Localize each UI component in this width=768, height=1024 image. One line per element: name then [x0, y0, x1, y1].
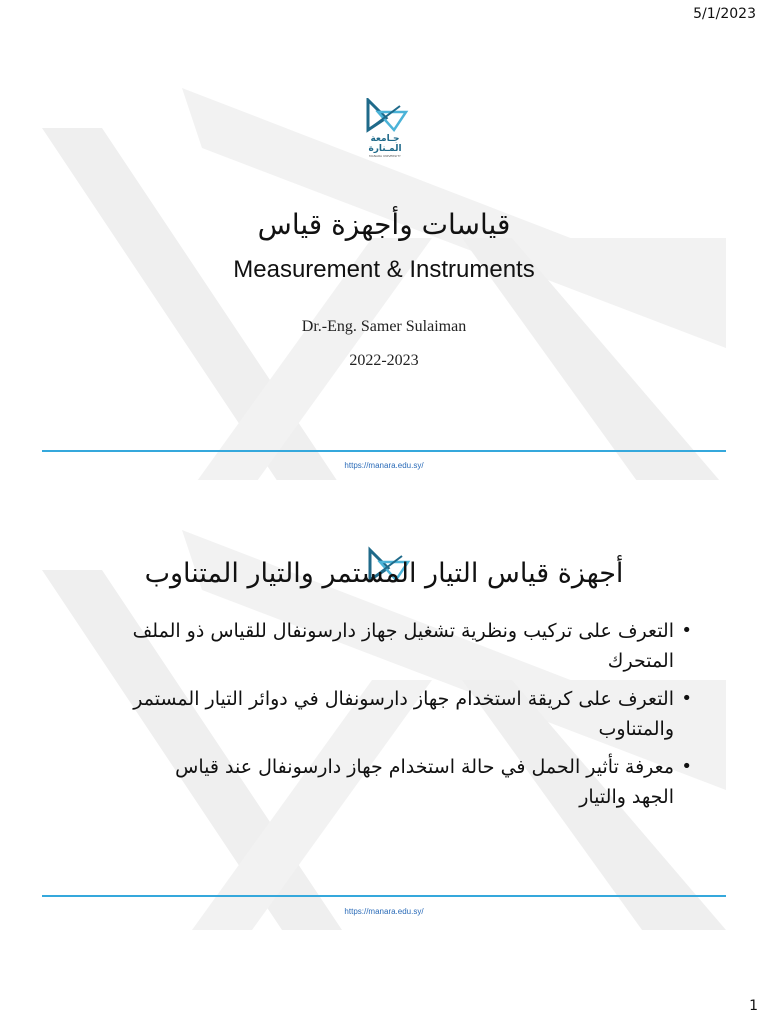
bullet-item: • التعرف على تركيب ونظرية تشغيل جهاز دارسونفال للقياس ذو الملف المتحرك [132, 616, 692, 676]
page-number: 1 [749, 998, 758, 1014]
university-logo [360, 98, 410, 173]
footer-url[interactable]: https://manara.edu.sy/ [344, 461, 424, 470]
bullet-list [132, 616, 692, 820]
bullet-item: • معرفة تأثير الحمل في حالة استخدام جهاز دارسونفال عند قياس الجهد والتيار [132, 752, 692, 812]
manara-logo-icon [360, 98, 410, 134]
slide-1 [42, 38, 726, 488]
footer-divider [42, 895, 726, 897]
slide-2 [42, 480, 726, 930]
author-name: Dr.-Eng. Samer Sulaiman [301, 318, 467, 335]
footer-divider [42, 450, 726, 452]
logo-text-line2: المـنارة [368, 144, 402, 154]
slide-title-english: Measurement & Instruments [233, 256, 535, 283]
bullet-item: • التعرف على كريقة استخدام جهاز دارسونفال في دوائر التيار المستمر والمتناوب [132, 684, 692, 744]
logo-text-small: MANARA UNIVERSITY [369, 154, 401, 158]
footer-url[interactable]: https://manara.edu.sy/ [344, 907, 424, 916]
slide-title: أجهزة قياس التيار المستمر والتيار المتناوب [144, 558, 624, 589]
slide-title-arabic: قياسات وأجهزة قياس [257, 208, 511, 241]
page-date: 5/1/2023 [693, 6, 756, 22]
academic-year: 2022-2023 [349, 352, 419, 369]
logo-text-line1: جـامعة [370, 134, 400, 144]
